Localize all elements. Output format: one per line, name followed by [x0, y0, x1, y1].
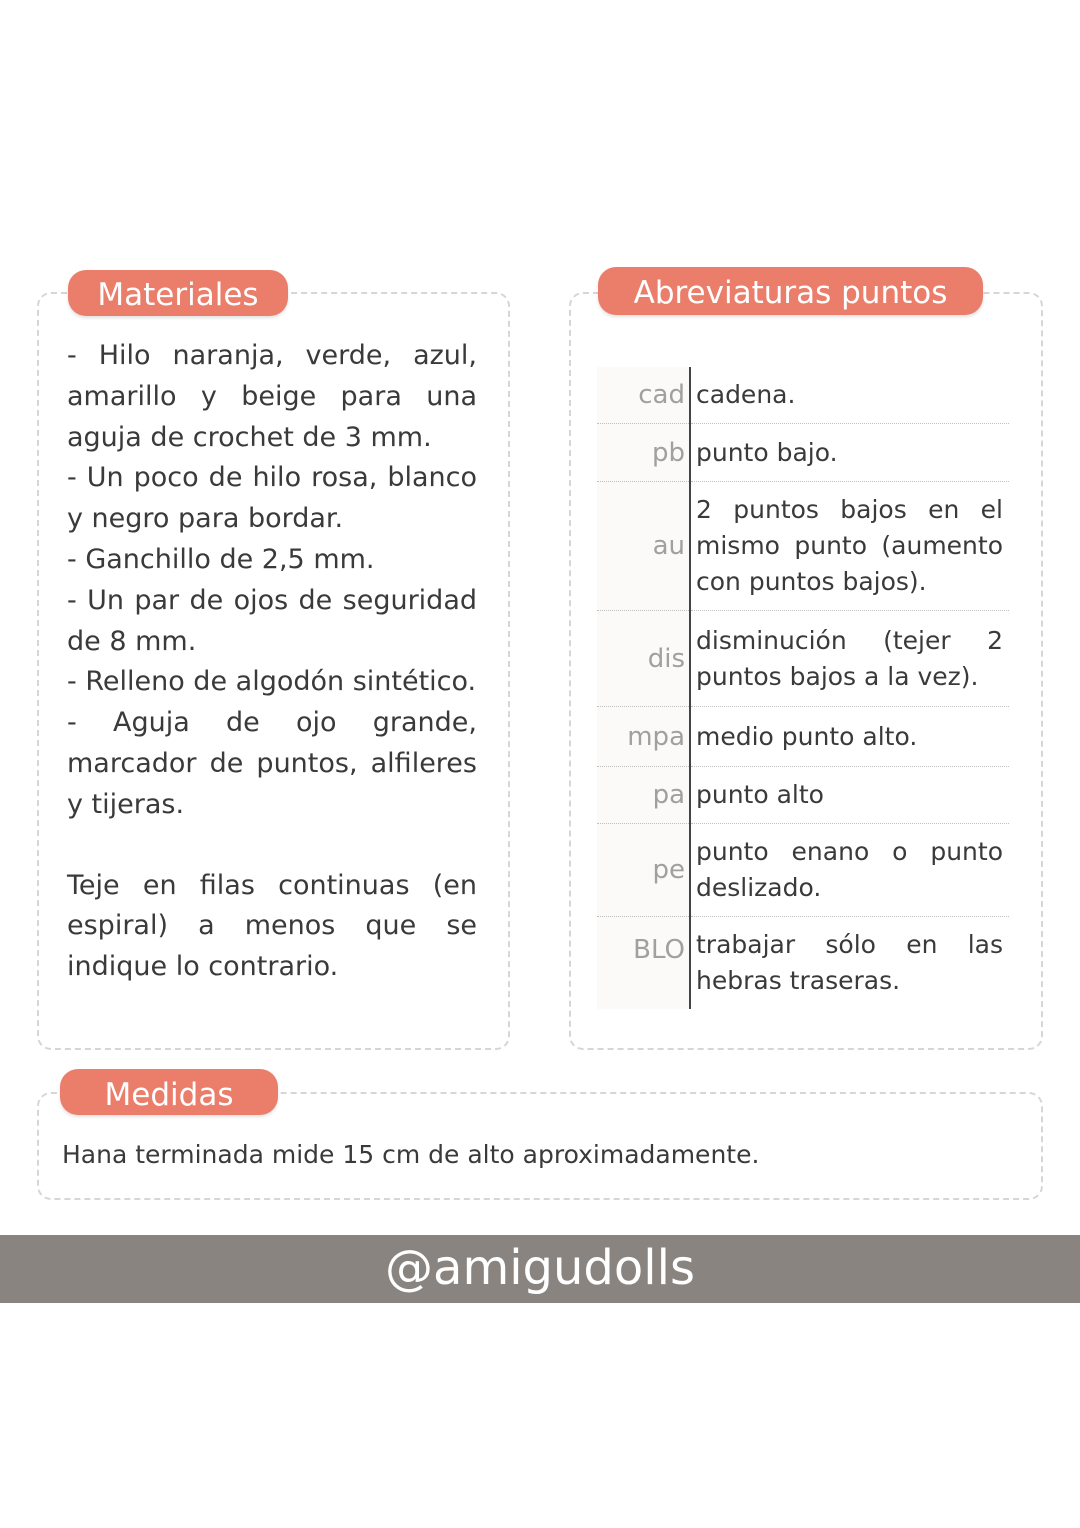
abbr-desc: disminución (tejer 2 puntos bajos a la vez).: [690, 611, 1009, 707]
materiales-item: - Un par de ojos de seguridad de 8 mm.: [67, 584, 477, 657]
abbr-desc: trabajar sólo en las hebras traseras.: [696, 930, 1003, 995]
materiales-item: - Ganchillo de 2,5 mm.: [67, 543, 375, 575]
table-row: [597, 611, 1009, 707]
abbr-code: pe: [597, 824, 690, 917]
medidas-title: Medidas: [60, 1069, 278, 1115]
table-row: [597, 767, 1009, 824]
materiales-note: Teje en filas continuas (en espiral) a menos que se indique lo contrario.: [67, 869, 477, 983]
abbr-code: cad: [597, 367, 690, 424]
table-row: [597, 824, 1009, 917]
abbr-desc: punto alto: [690, 767, 1009, 824]
abbr-desc: medio punto alto.: [690, 707, 1009, 767]
materiales-item: - Hilo naranja, verde, azul, amarillo y beige para una aguja de crochet de 3 mm.: [67, 340, 477, 453]
table-row: [597, 482, 1009, 611]
abbr-code: au: [597, 482, 690, 611]
table-row: [597, 707, 1009, 767]
abbr-desc: punto bajo.: [690, 424, 1009, 482]
medidas-text: Hana terminada mide 15 cm de alto aproximadamente.: [62, 1140, 760, 1169]
abbr-code: dis: [597, 611, 690, 707]
abreviaturas-title: Abreviaturas puntos: [598, 267, 983, 315]
materiales-item: - Relleno de algodón sintético.: [67, 666, 477, 698]
materiales-item: - Un poco de hilo rosa, blanco y negro para bordar.: [67, 462, 477, 535]
footer-handle: @amigudolls: [385, 1240, 695, 1296]
abbr-desc: cadena.: [690, 367, 1009, 424]
abbr-code: pa: [597, 767, 690, 824]
abbr-desc: 2 puntos bajos en el mismo punto (aumento con puntos bajos).: [690, 482, 1009, 611]
table-row: [597, 917, 1009, 1010]
abbr-code: BLO: [597, 917, 690, 1010]
abbr-code: mpa: [597, 707, 690, 767]
footer-banner: [0, 1235, 1080, 1303]
materiales-list: [67, 336, 477, 988]
materiales-item: - Aguja de ojo grande, marcador de puntos, alfileres y tijeras.: [67, 707, 477, 820]
abbr-code: pb: [597, 424, 690, 482]
materiales-title: Materiales: [68, 270, 288, 316]
table-row: [597, 424, 1009, 482]
abreviaturas-table: [597, 367, 1009, 1009]
abbr-desc: punto enano o punto deslizado.: [690, 824, 1009, 917]
table-row: [597, 367, 1009, 424]
